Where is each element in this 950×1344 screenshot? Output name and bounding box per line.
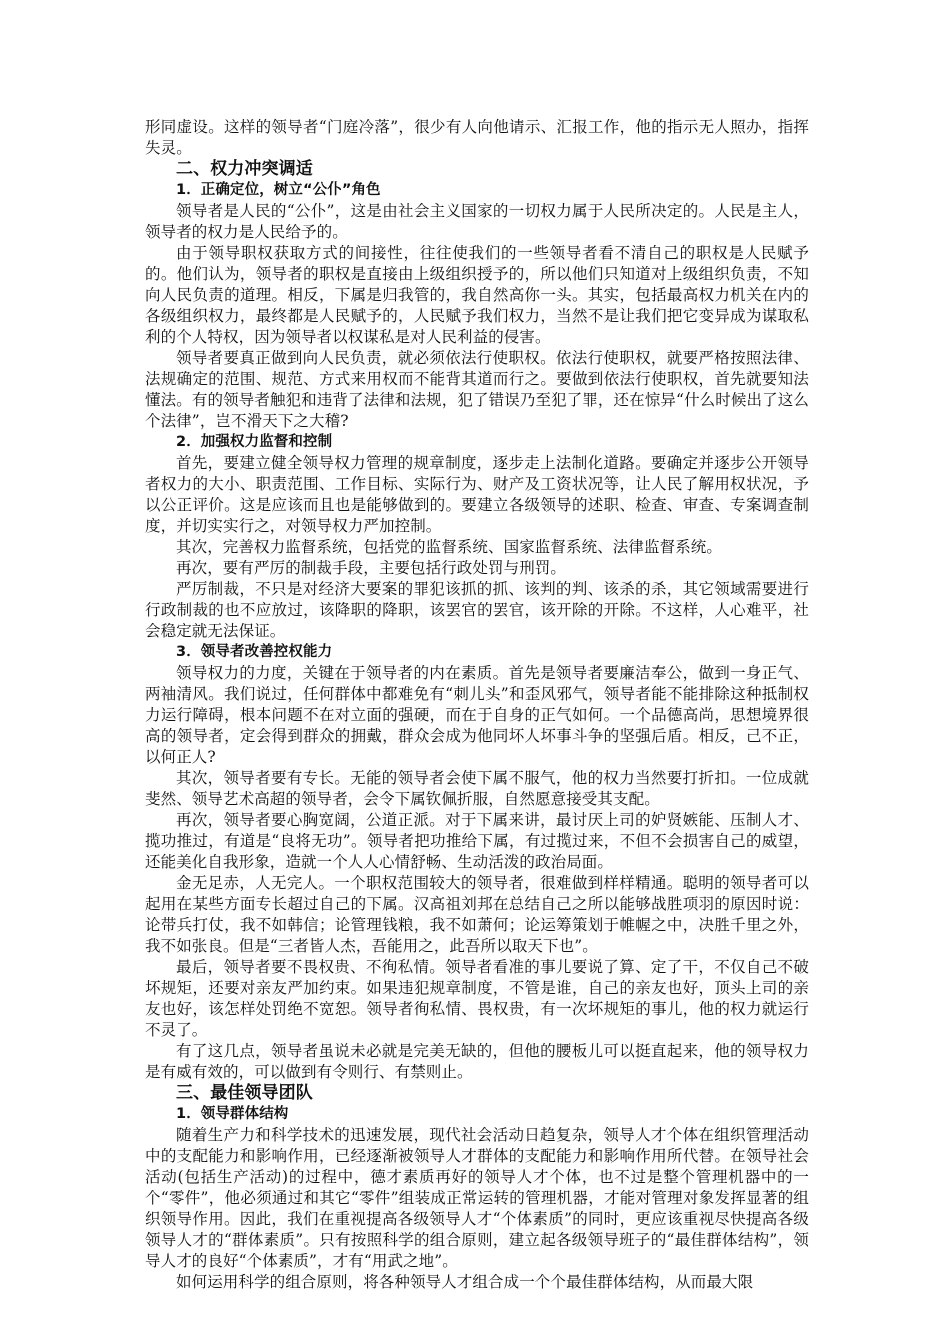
paragraph: 领导权力的力度，关键在于领导者的内在素质。首先是领导者要廉洁奉公，做到一身正气、两袖清风。我们说过，任何群体中都难免有“刺儿头”和歪风邪气，领导者能不能排除这种抵制权力运行障碍，根本问题不在对立面的强硬，而在于自身的正气如何。一个品德高尚，思想境界很高的领导者，定会得到群众的拥戴，群众会成为他同坏人坏事斗争的坚强后盾。相反，己不正，以何正人?: [145, 664, 809, 766]
subsection-heading: 1．正确定位，树立“公仆”角色: [176, 182, 381, 198]
paragraph: 再次，要有严厉的制裁手段，主要包括行政处罚与刑罚。: [176, 559, 567, 577]
paragraph: 严厉制裁，不只是对经济大要案的罪犯该抓的抓、该判的判、该杀的杀，其它领域需要进行行政制裁的也不应放过，该降职的降职，该罢官的罢官，该开除的开除。不这样，人心难平，社会稳定就无法保证。: [145, 580, 809, 640]
paragraph: 由于领导职权获取方式的间接性，往往使我们的一些领导者看不清自己的职权是人民赋予的。他们认为，领导者的职权是直接由上级组织授予的，所以他们只知道对上级组织负责，不知向人民负责的道理。相反，下属是归我管的，我自然高你一头。其实，包括最高权力机关在内的各级组织权力，最终都是人民赋予的，人民赋予我们权力，当然不是让我们把它变异成为谋取私利的个人特权，因为领导者以权谋私是对人民利益的侵害。: [145, 244, 809, 346]
paragraph: 首先，要建立健全领导权力管理的规章制度，逐步走上法制化道路。要确定并逐步公开领导者权力的大小、职责范围、工作目标、实际行为、财产及工资状况等，让人民了解用权状况，予以公正评价。这是应该而且也是能够做到的。要建立各级领导的述职、检查、审查、专案调查制度，并切实实行之，对领导权力严加控制。: [145, 454, 809, 535]
paragraph: 有了这几点，领导者虽说未必就是完美无缺的，但他的腰板儿可以挺直起来，他的领导权力是有威有效的，可以做到有令则行、有禁则止。: [145, 1042, 809, 1081]
paragraph: 随着生产力和科学技术的迅速发展，现代社会活动日趋复杂，领导人才个体在组织管理活动中的支配能力和影响作用，已经逐渐被领导人才群体的支配能力和影响作用所代替。在领导社会活动(包括生产活动)的过程中，德才素质再好的领导人才个体，也不过是整个管理机器中的一个“零件”，他必须通过和其它“零件”组装成正常运转的管理机器，才能对管理对象发挥显著的组织领导作用。因此，我们在重视提高各级领导人才“个体素质”的同时，更应该重视尽快提高各级领导人才的“群体素质”。只有按照科学的组合原则，建立起各级领导班子的“最佳群体结构”，领导人才的良好“个体素质”，才有“用武之地”。: [145, 1126, 810, 1270]
subsection-heading: 2．加强权力监督和控制: [176, 434, 333, 450]
document-page: [145, 117, 809, 1293]
paragraph: 其次，领导者要有专长。无能的领导者会使下属不服气，他的权力当然要打折扣。一位成就斐然、领导艺术高超的领导者，会令下属钦佩折服，自然愿意接受其支配。: [145, 769, 809, 808]
paragraph: 如何运用科学的组合原则，将各种领导人才组合成一个个最佳群体结构，从而最大限: [176, 1273, 754, 1291]
paragraph: 其次，完善权力监督系统，包括党的监督系统、国家监督系统、法律监督系统。: [176, 538, 723, 556]
paragraph: 金无足赤，人无完人。一个职权范围较大的领导者，很难做到样样精通。聪明的领导者可以起用在某些方面专长超过自己的下属。汉高祖刘邦在总结自己之所以能够战胜项羽的原因时说：论带兵打仗，我不如韩信；论管理钱粮，我不如萧何；论运筹策划于帷幄之中，决胜千里之外，我不如张良。但是“三者皆人杰，吾能用之，此吾所以取天下也”。: [145, 874, 809, 955]
paragraph: 最后，领导者要不畏权贵、不徇私情。领导者看准的事儿要说了算、定了干，不仅自己不破坏规矩，还要对亲友严加约束。如果违犯规章制度，不管是谁，自己的亲友也好，顶头上司的亲友也好，该怎样处罚绝不宽恕。领导者徇私情、畏权贵，有一次坏规矩的事儿，他的权力就运行不灵了。: [145, 958, 809, 1039]
section-heading: 二、权力冲突调适: [176, 159, 313, 179]
section-heading: 三、最佳领导团队: [176, 1083, 313, 1103]
paragraph: 领导者是人民的“公仆”，这是由社会主义国家的一切权力属于人民所决定的。人民是主人，领导者的权力是人民给予的。: [145, 202, 809, 241]
subsection-heading: 1．领导群体结构: [176, 1106, 289, 1122]
paragraph: 领导者要真正做到向人民负责，就必须依法行使职权。依法行使职权，就要严格按照法律、法规确定的范围、规范、方式来用权而不能背其道而行之。要做到依法行使职权，首先就要知法懂法。有的领导者触犯和违背了法律和法规，犯了错误乃至犯了罪，还在惊异“什么时候出了这么个法律”，岂不滑天下之大稽?: [145, 349, 809, 430]
paragraph: 再次，领导者要心胸宽阔，公道正派。对于下属来讲，最讨厌上司的妒贤嫉能、压制人才、揽功推过，有道是“良将无功”。领导者把功推给下属，有过揽过来，不但不会损害自己的威望，还能美化自我形象，造就一个人人心情舒畅、生动活泼的政治局面。: [145, 811, 809, 871]
subsection-heading: 3．领导者改善控权能力: [176, 644, 333, 660]
paragraph: 形同虚设。这样的领导者“门庭冷落”，很少有人向他请示、汇报工作，他的指示无人照办，指挥失灵。: [145, 118, 809, 157]
